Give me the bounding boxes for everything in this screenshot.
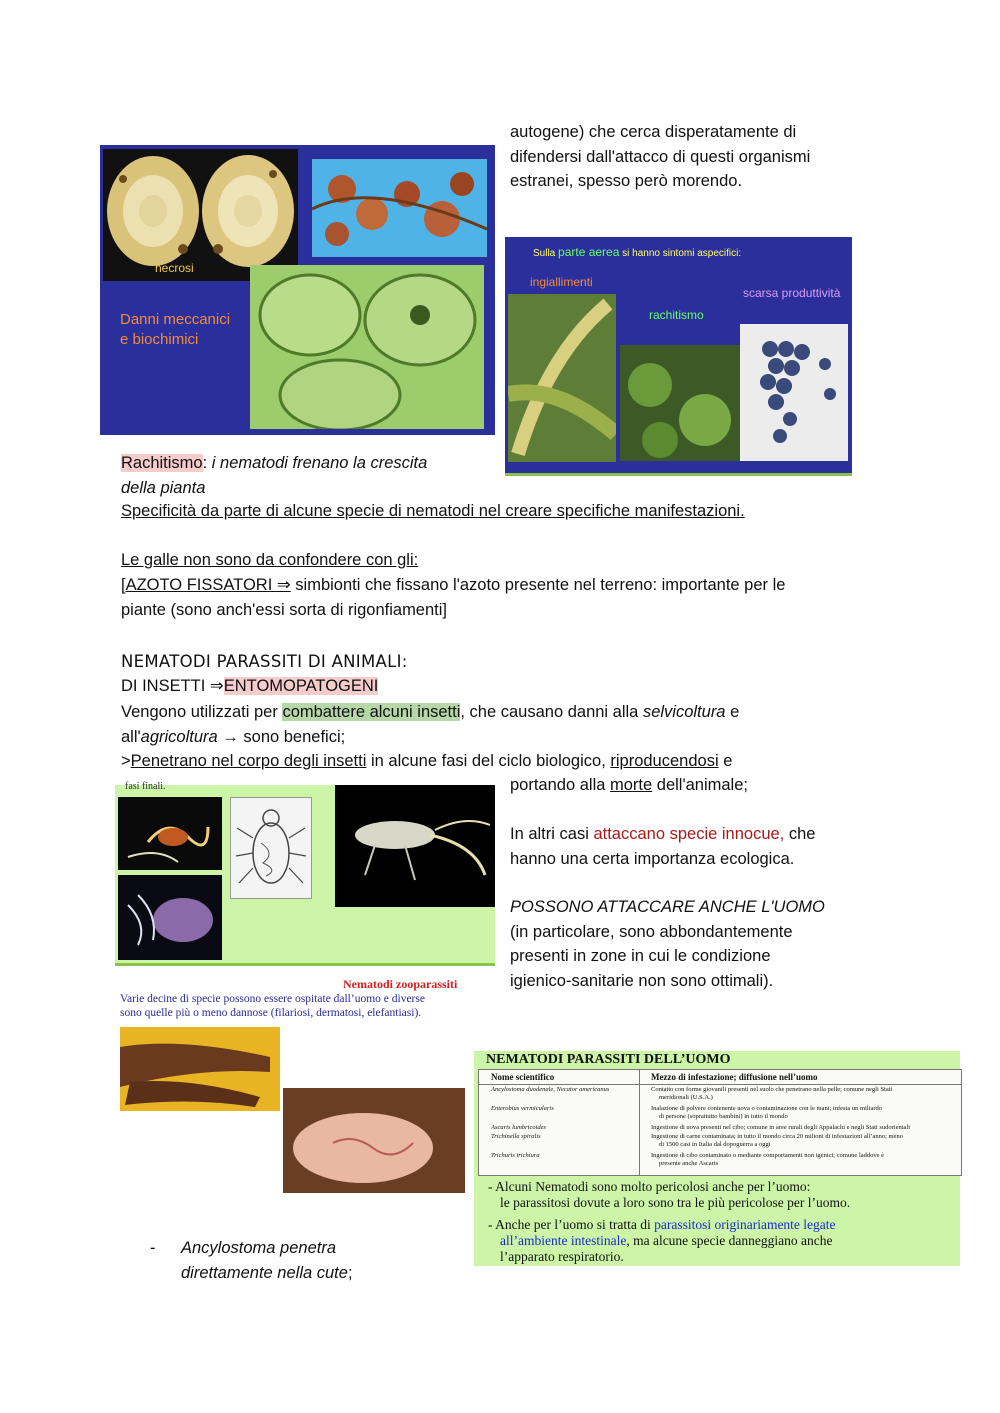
text-line: estranei, spesso però morendo. [510,172,743,190]
col2-header: Mezzo di infestazione; diffusione nell’uomo [651,1072,818,1082]
galle-text: Le galle non sono da confondere con gli: [121,551,419,569]
parasites-table [478,1069,962,1176]
plants-image [620,345,740,461]
infestation-desc: di 1500 casi in Italia dal dopoguerra a oggi [659,1140,771,1148]
infestation-desc: Contatto con forme giovanili presenti nel suolo che penetrano nella pelle; comune negli Stati [651,1086,893,1093]
top-paragraph [510,120,910,194]
species-name: Trichuris trichiura [491,1152,540,1159]
penetrano-line1 [121,749,901,774]
header-post: si hanno sintomi aspecifici: [619,248,742,259]
slide2-header [533,245,741,259]
bullet1-line: - Alcuni Nematodi sono molto pericolosi anche per l’uomo: [488,1179,811,1194]
grapes-image [740,324,848,461]
species-name: Trichinella spiralis [491,1133,541,1140]
species-name: Enterobius vermicularis [491,1105,554,1112]
rachitismo-def-line2: della pianta [121,478,206,497]
table-header [479,1070,961,1085]
galls-photo [312,159,487,257]
cricket-photo [335,785,495,907]
infestation-desc: Ingestione di uova presenti nel cibo; comune in aree rurali degli Appalachi e negli Stati sudorientali [651,1124,911,1131]
grapes-photo [740,324,848,461]
table-row [479,1133,961,1152]
penetrano-mid: in alcune fasi del ciclo biologico, [366,752,611,770]
innocue-line2: hanno una certa importanza ecologica. [510,849,795,868]
penetrano-line2-post: dell'animale; [652,776,748,794]
azoto-paragraph [121,573,901,622]
larva-image [118,875,222,960]
text-line: autogene) che cerca disperatamente di [510,123,797,141]
azoto-term: AZOTO FISSATORI ⇒ [125,576,291,594]
slide4-text-line: sono quelle più o meno dannose (filariosi, dermatosi, elefantiasi). [120,1007,422,1019]
species-name: Ancylostoma duodenale, Necator americanus [491,1086,610,1093]
onion-slices-image [103,149,298,281]
vengono-paragraph [121,700,901,749]
selvicoltura-word: selvicoltura [642,703,726,721]
list-line2: direttamente nella cute [181,1263,348,1282]
infestation-desc: presente anche Ascaris [659,1159,719,1167]
slide4-title: Nematodi zooparassiti [343,977,458,991]
innocue-paragraph [510,822,930,871]
table-row [479,1086,961,1105]
worms-image [118,797,222,870]
vengono-post: e [725,703,740,721]
list-line2-post: ; [347,1263,353,1282]
bullet2-pre: - Anche per l’uomo si tratta di [488,1217,655,1232]
penetrano-u2: riproducendosi [610,752,719,770]
root-galls-image [312,159,487,257]
vengono-line2-post: → sono benefici; [217,727,346,746]
innocue-pre: In altri casi [510,825,594,843]
innocue-red: attaccano specie innocue, [593,825,785,843]
table-row [479,1152,961,1171]
cells-micrograph [250,265,484,429]
list-dash: - [150,1239,156,1257]
insect-drawing [230,797,312,899]
insect-diagram-image [231,798,311,898]
scarsa-label: scarsa produttività [743,286,841,300]
uomo-title: POSSONO ATTACCARE ANCHE L'UOMO [510,898,825,916]
infestation-desc: di persone (soprattutto bambini) in tutto il mondo [659,1112,788,1120]
infestation-desc: meridionali (U.S.A.) [659,1093,713,1101]
species-name: Ascaris lumbricoides [491,1124,547,1131]
uomo-line: (in particolare, sono abbondantemente [510,922,793,941]
insetti-pre: DI INSETTI ⇒ [121,677,224,695]
ingiallimenti-label: ingiallimenti [530,275,593,289]
slide4-text [120,992,470,1020]
specificita-text: Specificità da parte di alcune specie di nematodi nel creare specifiche manifestazioni. [121,502,745,520]
yellow-leaves-photo [508,294,616,462]
table-row [479,1124,961,1133]
slide-danni [100,145,495,435]
rachitismo-paragraph [121,451,481,500]
entomopatogeni-term: ENTOMOPATOGENI [223,677,379,695]
danni-label [120,310,230,350]
rachitismo-term: Rachitismo [121,454,203,472]
stunted-plants-photo [620,345,740,461]
table-body [479,1086,961,1171]
infestation-desc: Ingestione di carne contaminata; in tutto il mondo circa 20 milioni di infestazioni all’anno; meno [651,1133,903,1140]
list-item [150,1236,480,1285]
necrosi-label: necrosi [155,261,194,275]
list-line1: Ancylostoma penetra [181,1239,337,1257]
danni-line: Danni meccanici [120,311,231,328]
hand-image [120,1027,280,1111]
bullet2-blue: parassitosi originariamente legate [654,1217,836,1232]
slide-zooparassiti [115,975,470,1195]
slide5-bullet1 [488,1179,958,1211]
penetrano-line2 [510,773,910,798]
header-highlight: parte aerea [558,245,620,259]
slide3-caption: fasi finali. [125,781,166,792]
cricket-image [335,785,495,907]
azoto-line2: piante (sono anch'essi sorta di rigonfiamenti] [121,600,447,619]
infestation-desc: Ingestione di cibo contaminato o mediante comportamenti non igenici; comune laddove è [651,1152,885,1159]
penetrano-u1: Penetrano nel corpo degli insetti [130,752,367,770]
uomo-paragraph [510,895,930,993]
innocue-post: che [784,825,816,843]
vengono-highlight: combattere alcuni insetti [282,703,461,721]
infestation-desc: Inalazione di polvere contenente uova o contaminazione con le mani; infesta un miliardo [651,1105,883,1112]
slide4-text-line: Varie decine di specie possono essere ospitate dall’uomo e diverse [120,993,425,1005]
penetrano-pre: > [121,752,131,770]
foot-photo [283,1088,465,1193]
bullet2-post: , ma alcune specie danneggiano anche [626,1233,833,1248]
danni-line: e biochimici [120,331,199,348]
nematodi-animali-heading: NEMATODI PARASSITI DI ANIMALI: [121,652,408,671]
col1-header: Nome scientifico [491,1072,555,1082]
vengono-line2-pre: all' [121,727,141,746]
table-row [479,1105,961,1124]
bullet1-line: le parassitosi dovute a loro sono tra le più pericolose per l’uomo. [500,1195,851,1210]
rachitismo-label: rachitismo [649,308,704,322]
rachitismo-def: i nematodi frenano la crescita [211,454,428,472]
foot-image [283,1088,465,1193]
leaves-image [508,294,616,462]
bullet2-line3: l’apparato respiratorio. [500,1249,624,1264]
azoto-bracket: [ [121,576,126,594]
azoto-rest: simbionti che fissano l'azoto presente nel terreno: importante per le [290,576,786,594]
slide-insetti [115,781,495,966]
slide5-title: NEMATODI PARASSITI DELL’UOMO [486,1052,731,1067]
insetti-line [121,674,721,699]
bullet2-blue: all’ambiente intestinale [500,1233,627,1248]
uomo-line: igienico-sanitarie non sono ottimali). [510,971,774,990]
penetrano-post: e [718,752,733,770]
header-pre: Sulla [533,248,559,259]
vengono-pre: Vengono utilizzati per [121,703,283,721]
plant-cells-image [250,265,484,429]
penetrano-line2-pre: portando alla [510,776,610,794]
morte-word: morte [610,776,653,794]
nematode-photo-2 [118,875,222,960]
uomo-line: presenti in zone in cui le condizione [510,947,771,965]
hand-photo [120,1027,280,1111]
vengono-mid: , che causano danni alla [460,703,643,721]
rachitismo-sep: : [202,454,212,472]
slide-parassiti-uomo [474,1051,960,1266]
agricoltura-word: agricoltura [140,727,218,746]
text-line: difendersi dall'attacco di questi organismi [510,147,811,166]
slide-sintomi [505,237,852,476]
nematode-photo-1 [118,797,222,870]
necrosis-photo [103,149,298,281]
slide5-bullet2 [488,1217,958,1265]
